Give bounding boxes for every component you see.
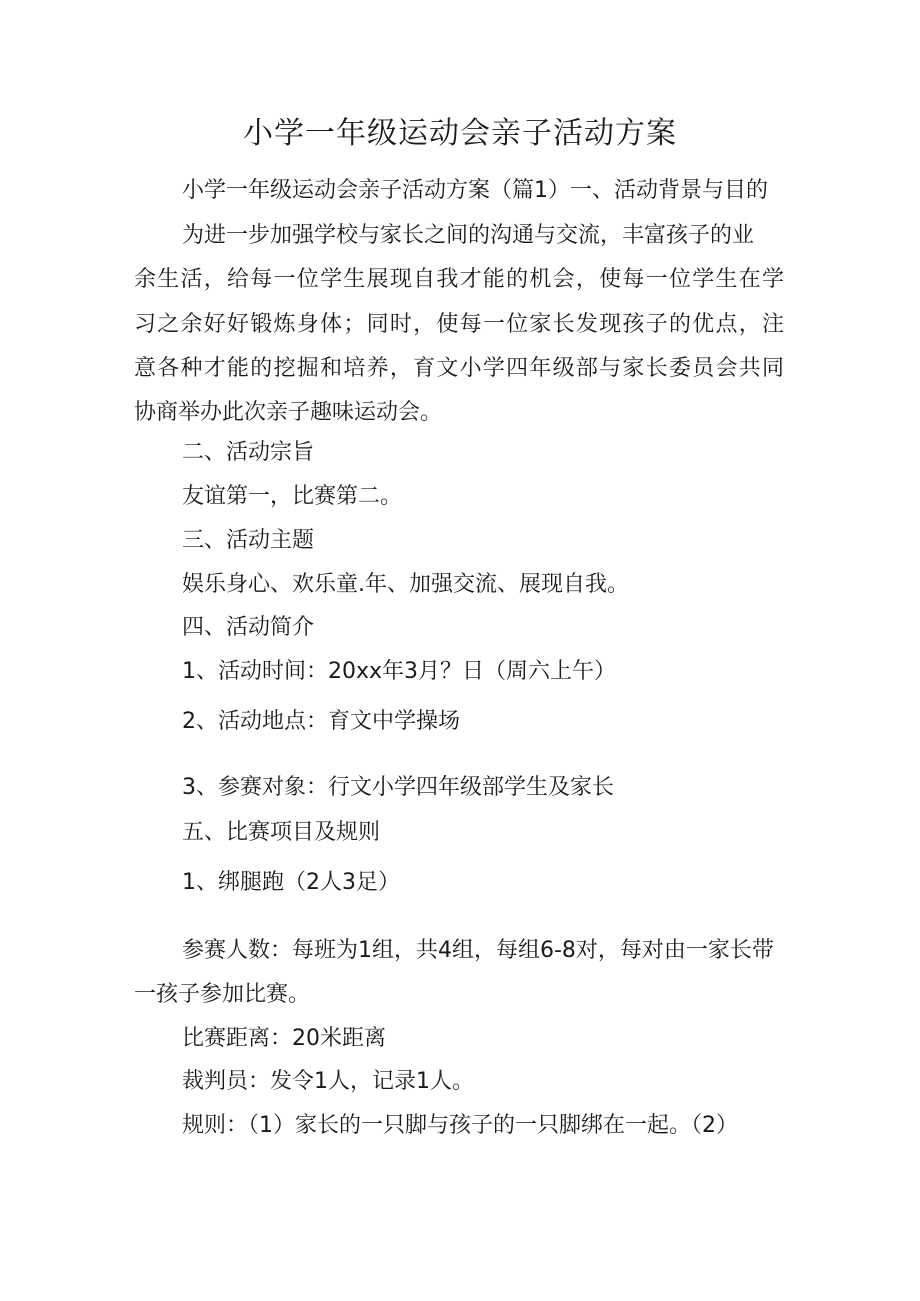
list-item: 3、参赛对象：行文小学四年级部学生及家长 <box>182 775 614 800</box>
section-heading: 二、活动宗旨 <box>182 440 315 465</box>
paragraph-line: 协商举办此次亲子趣味运动会。 <box>134 400 443 425</box>
section-heading: 三、活动主题 <box>182 528 315 553</box>
document-title: 小学一年级运动会亲子活动方案 <box>243 116 677 151</box>
paragraph-line: 小学一年级运动会亲子活动方案（篇1）一、活动背景与目的 <box>182 178 768 203</box>
paragraph-line: 比赛距离：20米距离 <box>182 1026 386 1051</box>
paragraph-line: 友谊第一，比赛第二。 <box>182 484 403 509</box>
paragraph-line: 习之余好好锻炼身体；同时，使每一位家长发现孩子的优点，注 <box>134 312 784 337</box>
paragraph-line: 娱乐身心、欢乐童.年、加强交流、展现自我。 <box>182 572 629 597</box>
paragraph-line: 参赛人数：每班为1组，共4组，每组6-8对，每对由一家长带 <box>182 938 774 963</box>
paragraph-line: 规则：（1）家长的一只脚与孩子的一只脚绑在一起。（2） <box>182 1113 738 1138</box>
section-heading: 五、比赛项目及规则 <box>182 820 381 845</box>
paragraph-line: 为进一步加强学校与家长之间的沟通与交流，丰富孩子的业 <box>182 223 755 248</box>
paragraph-line: 裁判员：发令1人，记录1人。 <box>182 1069 474 1094</box>
paragraph-line: 一孩子参加比赛。 <box>134 982 311 1007</box>
list-item: 2、活动地点：育文中学操场 <box>182 709 460 734</box>
list-item: 1、活动时间：20xx年3月？日（周六上午） <box>182 659 617 684</box>
list-item: 1、绑腿跑（2人3足） <box>182 870 400 895</box>
section-heading: 四、活动简介 <box>182 615 315 640</box>
paragraph-line: 余生活，给每一位学生展现自我才能的机会，使每一位学生在学 <box>134 267 784 292</box>
paragraph-line: 意各种才能的挖掘和培养，育文小学四年级部与家长委员会共同 <box>134 356 784 381</box>
